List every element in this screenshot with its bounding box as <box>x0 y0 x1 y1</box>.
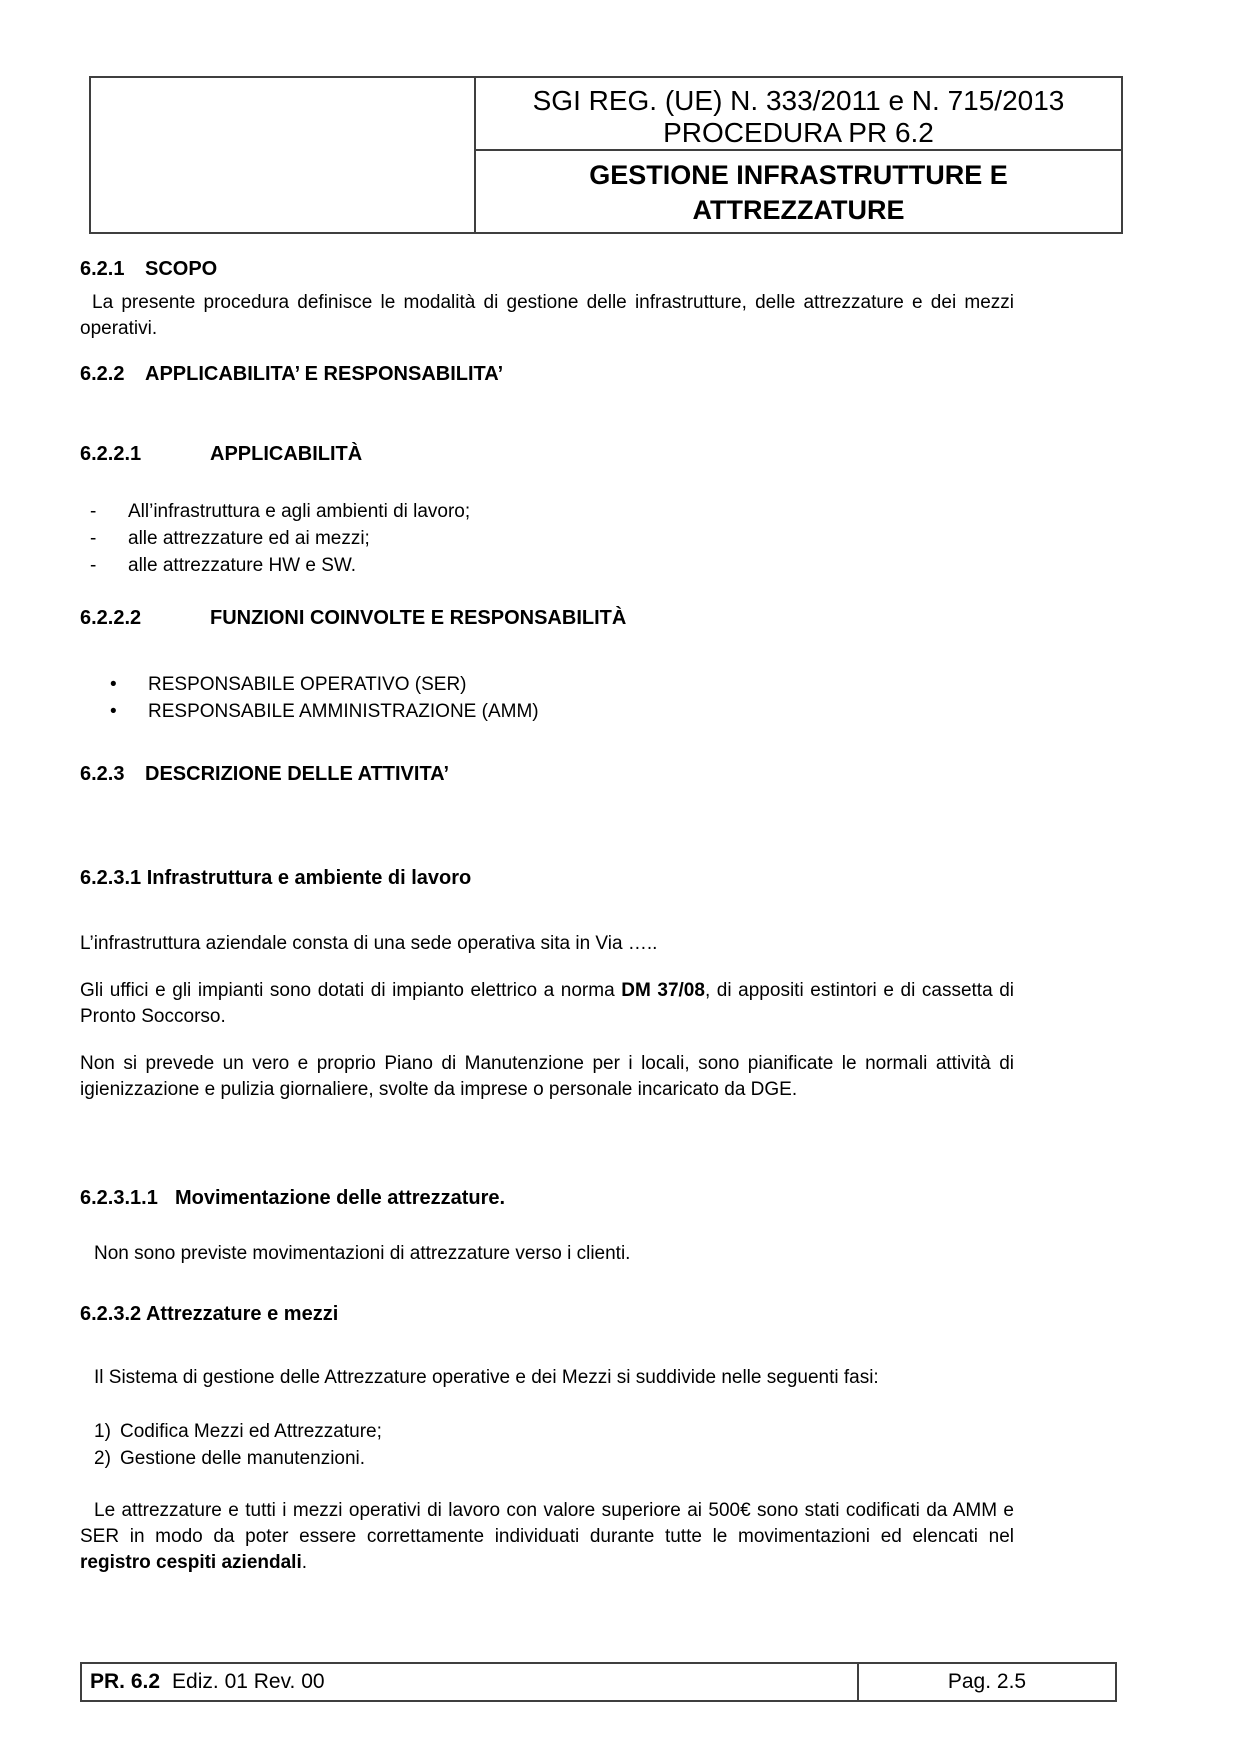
heading-applicabilita-title: APPLICABILITÀ <box>210 443 363 465</box>
list-item <box>80 698 1014 725</box>
heading-applicabilita-responsabilita-title: APPLICABILITA’ E RESPONSABILITA’ <box>145 363 504 385</box>
heading-applicabilita <box>80 441 1014 467</box>
paragraph-codifica <box>80 1498 1014 1576</box>
heading-movimentazione-number: 6.2.3.1.1 <box>80 1187 158 1209</box>
paragraph-manutenzione: Non si prevede un vero e proprio Piano di Manutenzione per i locali, sono pianificate le normali attività di igienizzazione e pulizia giornaliere, svolte da imprese o personale incaricato da DGE. <box>80 1053 1014 1100</box>
list-item <box>80 525 1014 552</box>
list-item-text: Gestione delle manutenzioni. <box>120 1448 366 1469</box>
heading-infrastruttura: 6.2.3.1 Infrastruttura e ambiente di lavoro <box>80 867 472 889</box>
heading-descrizione-number: 6.2.3 <box>80 763 125 785</box>
number-marker: 2) <box>94 1448 111 1469</box>
footer-doc-code: PR. 6.2 <box>90 1670 161 1693</box>
document-footer-table <box>80 1662 1117 1702</box>
paragraph-uffici-post: , di appositi estintori e di cassetta di Pronto Soccorso. <box>80 980 1015 1027</box>
document-title: GESTIONE INFRASTRUTTURE E ATTREZZATURE <box>589 160 1008 225</box>
list-item <box>80 671 1014 698</box>
heading-movimentazione-title: Movimentazione delle attrezzature. <box>175 1187 506 1209</box>
heading-applicabilita-number: 6.2.2.1 <box>80 443 142 465</box>
paragraph-codifica-pre: Le attrezzature e tutti i mezzi operativi di lavoro con valore superiore ai 500€ sono stati codificati da AMM e SER in modo da poter essere correttamente individuati durante tutte le movimentazioni ed elencati nel <box>80 1500 1014 1547</box>
paragraph-codifica-post: . <box>301 1552 308 1573</box>
heading-funzioni <box>80 605 1014 631</box>
paragraph-uffici-pre: Gli uffici e gli impianti sono dotati di impianto elettrico a norma <box>80 980 622 1001</box>
paragraph-uffici <box>80 978 1014 1030</box>
list-item-text: RESPONSABILE AMMINISTRAZIONE (AMM) <box>148 701 539 722</box>
paragraph-uffici-bold: DM 37/08 <box>621 980 705 1001</box>
list-item <box>80 498 1014 525</box>
bullet-marker: • <box>110 701 117 722</box>
footer-page-cell <box>857 1664 1115 1700</box>
paragraph-codifica-bold: registro cespiti aziendali <box>80 1552 302 1573</box>
dash-marker: - <box>90 501 97 522</box>
heading-scopo-number: 6.2.1 <box>80 258 125 280</box>
heading-funzioni-title: FUNZIONI COINVOLTE E RESPONSABILITÀ <box>210 607 627 629</box>
paragraph-sede: L’infrastruttura aziendale consta di una sede operativa sita in Via ….. <box>80 933 658 954</box>
paragraph-movimentazione: Non sono previste movimentazioni di attrezzature verso i clienti. <box>94 1243 631 1264</box>
heading-applicabilita-responsabilita-number: 6.2.2 <box>80 363 125 385</box>
list-item-text: Codifica Mezzi ed Attrezzature; <box>120 1421 382 1442</box>
number-marker: 1) <box>94 1421 111 1442</box>
applicabilita-list <box>80 498 1014 579</box>
header-regulation: SGI REG. (UE) N. 333/2011 e N. 715/2013 <box>532 85 1065 116</box>
header-right-column <box>476 78 1121 232</box>
header-title-row <box>476 149 1121 232</box>
heading-movimentazione <box>80 1185 1014 1211</box>
heading-descrizione <box>80 761 1014 787</box>
header-procedure: PROCEDURA PR 6.2 <box>663 117 934 148</box>
funzioni-list <box>80 671 1014 725</box>
paragraph-fasi-intro: Il Sistema di gestione delle Attrezzature operative e dei Mezzi si suddivide nelle seguenti fasi: <box>94 1367 879 1388</box>
list-item-text: alle attrezzature ed ai mezzi; <box>128 528 370 549</box>
fasi-list <box>80 1418 1014 1472</box>
heading-scopo <box>80 256 1014 282</box>
bullet-marker: • <box>110 674 117 695</box>
dash-marker: - <box>90 555 97 576</box>
paragraph-scopo: La presente procedura definisce le modalità di gestione delle infrastrutture, delle attrezzature e dei mezzi operativi. <box>80 292 1014 339</box>
logo-cell <box>91 78 476 232</box>
heading-attrezzature: 6.2.3.2 Attrezzature e mezzi <box>80 1303 339 1325</box>
document-header-table <box>89 76 1123 234</box>
heading-funzioni-number: 6.2.2.2 <box>80 607 142 629</box>
list-item-text: alle attrezzature HW e SW. <box>128 555 357 576</box>
list-item <box>80 552 1014 579</box>
footer-edition: Ediz. 01 Rev. 00 <box>172 1670 325 1693</box>
heading-scopo-title: SCOPO <box>145 258 218 280</box>
list-item <box>80 1418 1014 1445</box>
dash-marker: - <box>90 528 97 549</box>
list-item-text: All’infrastruttura e agli ambienti di lavoro; <box>128 501 471 522</box>
list-item-text: RESPONSABILE OPERATIVO (SER) <box>148 674 467 695</box>
footer-page-number: Pag. 2.5 <box>947 1670 1027 1693</box>
document-body <box>80 250 1014 1576</box>
footer-left-cell <box>82 1664 857 1700</box>
heading-descrizione-title: DESCRIZIONE DELLE ATTIVITA’ <box>145 763 450 785</box>
heading-applicabilita-responsabilita <box>80 361 1014 387</box>
list-item <box>80 1445 1014 1472</box>
header-reference-row <box>476 78 1121 149</box>
